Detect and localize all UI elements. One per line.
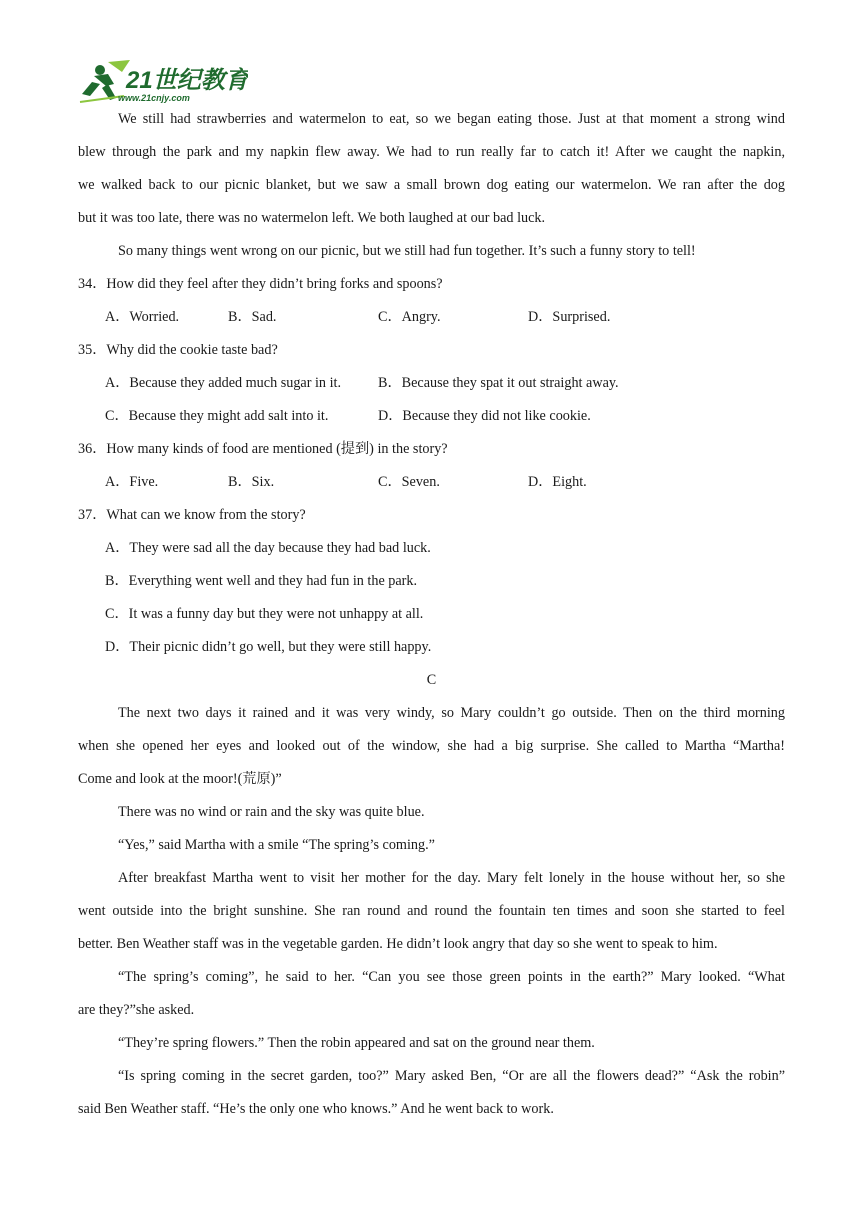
passage-line: but it was too late, there was no watermelon left. We both laughed at our bad luck. [78,210,546,226]
question-options [78,367,785,400]
option-a: A．They were sad all the day because they had bad luck. [105,540,431,556]
passage-line: “The spring’s coming”, he said to her. “Can you see those green points in the earth?” Mary looked. “What [118,969,785,985]
passage-line: “They’re spring flowers.” Then the robin appeared and sat on the ground near them. [118,1035,595,1051]
passage-line: better. Ben Weather staff was in the vegetable garden. He didn’t look angry that day so she went to speak to him. [78,936,718,952]
document-body [78,103,785,1126]
option-d: D．Eight. [528,474,587,490]
option-b: B．Six. [228,474,275,490]
passage-line: There was no wind or rain and the sky was quite blue. [118,804,425,820]
section-label: C [426,672,437,688]
passage-line: Come and look at the moor!(荒原)” [78,771,282,787]
option-c: C．Angry. [378,309,441,325]
passage-line: are they?”she asked. [78,1002,195,1018]
passage-line: said Ben Weather staff. “He’s the only one who knows.” And he went back to work. [78,1101,554,1117]
passage-line: After breakfast Martha went to visit her mother for the day. Mary felt lonely in the house without her, so she [118,870,785,886]
option-b: B．Sad. [228,309,277,325]
logo-url: www.21cnjy.com [118,93,190,103]
question-options [78,400,785,433]
option-a: A．Because they added much sugar in it. [105,375,341,391]
question-options [78,301,785,334]
passage-line: we walked back to our picnic blanket, but we saw a small brown dog eating our watermelon. We ran after the dog [78,177,785,193]
site-logo [78,58,248,104]
option-c: C．Seven. [378,474,440,490]
passage-line: went outside into the bright sunshine. She ran round and round the fountain ten times and soon she started to feel [78,903,785,919]
option-d: D．Surprised. [528,309,611,325]
passage-line: We still had strawberries and watermelon to eat, so we began eating those. Just at that moment a strong wind [118,111,785,127]
option-a: A．Five. [105,474,159,490]
question-options [78,466,785,499]
passage-line: “Is spring coming in the secret garden, too?” Mary asked Ben, “Or are all the flowers dead?” “Ask the robin” [118,1068,785,1084]
option-d: D．Their picnic didn’t go well, but they were still happy. [105,639,432,655]
option-d: D．Because they did not like cookie. [378,408,591,424]
passage-line: when she opened her eyes and looked out of the window, she had a big surprise. She called to Martha “Martha! [78,738,785,754]
option-c: C．It was a funny day but they were not unhappy at all. [105,606,424,622]
option-b: B．Because they spat it out straight away. [378,375,619,391]
option-c: C．Because they might add salt into it. [105,408,329,424]
passage-line: “Yes,” said Martha with a smile “The spring’s coming.” [118,837,435,853]
question-stem: 36．How many kinds of food are mentioned (提到) in the story? [78,441,448,457]
question-stem: 35．Why did the cookie taste bad? [78,342,278,358]
passage-line: So many things went wrong on our picnic, but we still had fun together. It’s such a funny story to tell! [118,243,696,259]
passage-line: blew through the park and my napkin flew away. We had to run really far to catch it! After we caught the napkin, [78,144,785,160]
logo-text: 21世纪教育 [126,67,248,94]
option-b: B．Everything went well and they had fun in the park. [105,573,418,589]
question-stem: 37．What can we know from the story? [78,507,306,523]
question-stem: 34．How did they feel after they didn’t bring forks and spoons? [78,276,443,292]
option-a: A．Worried. [105,309,180,325]
passage-line: The next two days it rained and it was very windy, so Mary couldn’t go outside. Then on the third morning [118,705,785,721]
